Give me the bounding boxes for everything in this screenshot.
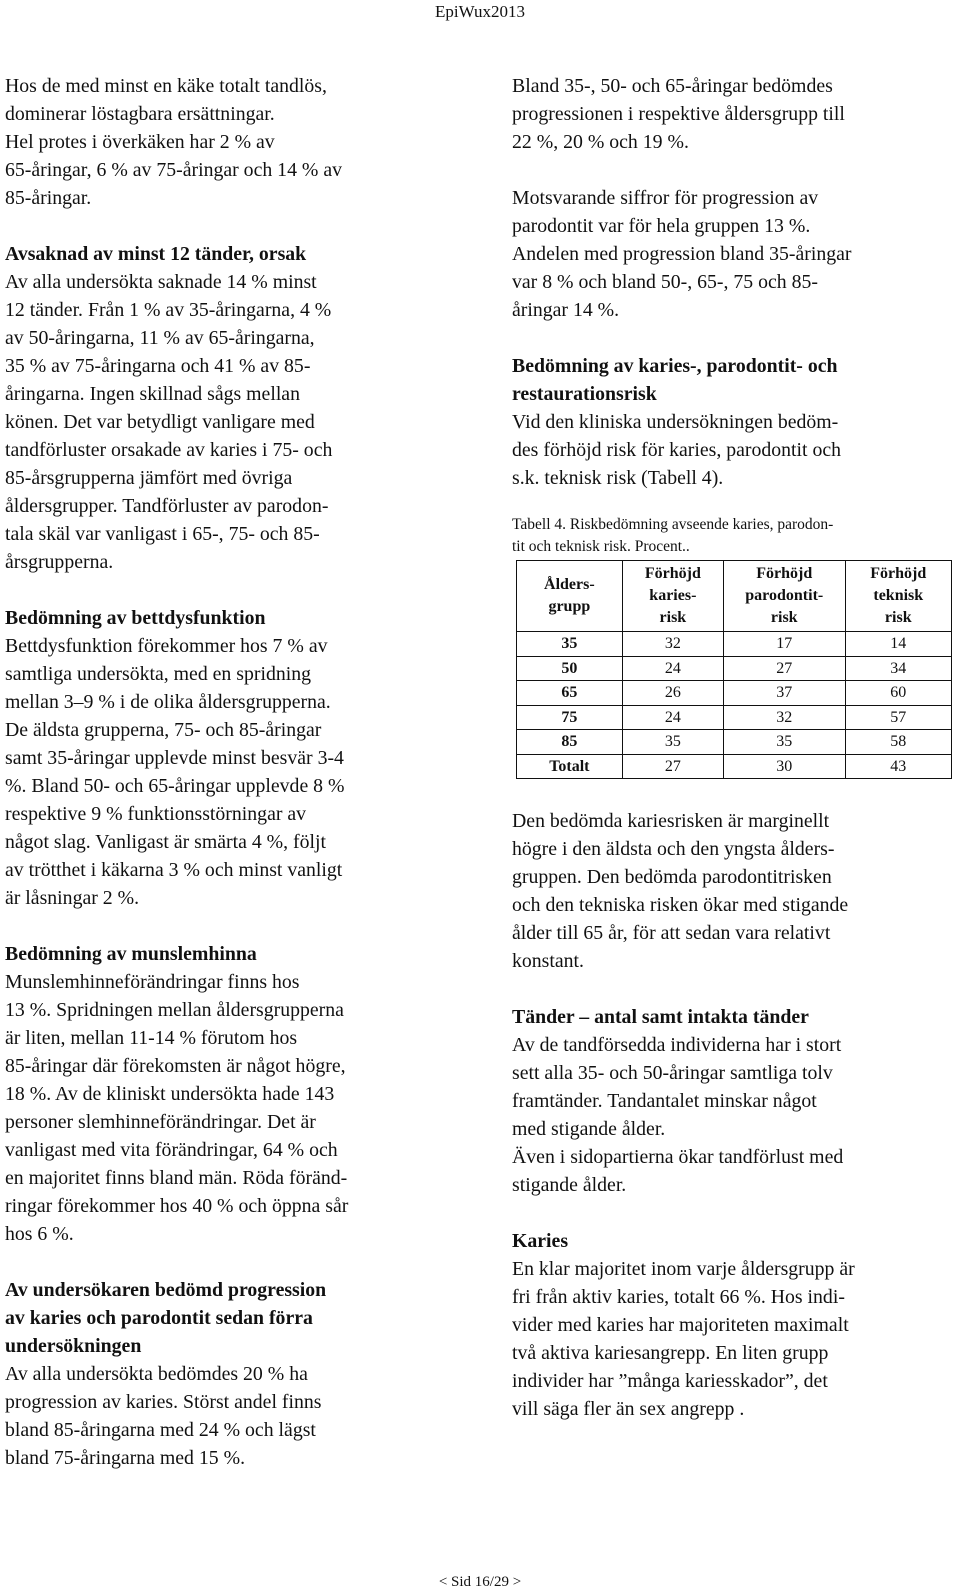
cell-value: 35 bbox=[622, 730, 723, 755]
header-age-group: Ålders- grupp bbox=[517, 561, 623, 632]
page-header: EpiWux2013 bbox=[435, 2, 525, 21]
table-row bbox=[517, 705, 952, 730]
table-caption: Tabell 4. Riskbedömning avseende karies, parodon- tit och teknisk risk. Procent.. bbox=[512, 516, 834, 555]
heading-risk-assessment: Bedömning av karies-, parodontit- och restaurationsrisk bbox=[512, 355, 838, 405]
paragraph-oral-mucosa: Munslemhinneförändringar finns hos 13 %. Spridningen mellan åldersgrupperna är liten, mellan 11-14 % förutom hos 85-åringar där förekomsten är något högre, 18 %. Av de kliniskt undersökta hade 143 personer slemhinneförändringar. Det är vanligast med vita förändringar, 64 % och en majoritet finns bland män. Röda föränd- ringar förekommer hos 40 % och öppna sår hos 6 %. bbox=[5, 971, 349, 1245]
heading-oral-mucosa: Bedömning av munslemhinna bbox=[5, 943, 257, 965]
cell-value: 27 bbox=[622, 754, 723, 779]
paragraph-progression: Av alla undersökta bedömdes 20 % ha progression av karies. Störst andel finns bland 85-åringarna med 24 % och lägst bland 75-åringarna med 15 %. bbox=[5, 1363, 322, 1469]
left-column bbox=[5, 72, 445, 1472]
cell-value: 30 bbox=[723, 754, 845, 779]
cell-age-group: 50 bbox=[517, 656, 623, 681]
header-caries-risk: Förhöjd karies- risk bbox=[622, 561, 723, 632]
cell-age-group: 35 bbox=[517, 632, 623, 657]
cell-value: 26 bbox=[622, 681, 723, 706]
heading-progression: Av undersökaren bedömd progression av karies och parodontit sedan förra undersökningen bbox=[5, 1279, 327, 1357]
cell-age-group: 65 bbox=[517, 681, 623, 706]
paragraph-risk-summary: Den bedömda kariesrisken är marginellt högre i den äldsta och den yngsta ålders- gruppen. Den bedömda parodontitrisken och den tekniska risken ökar med stigande ålder till 65 år, för att sedan vara relativt konstant. bbox=[512, 810, 849, 972]
table-row bbox=[517, 754, 952, 779]
cell-value: 60 bbox=[845, 681, 951, 706]
right-column bbox=[512, 72, 952, 1423]
cell-value: 27 bbox=[723, 656, 845, 681]
paragraph-progression-age: Bland 35-, 50- och 65-åringar bedömdes progressionen i respektive åldersgrupp till 22 %, 20 % och 19 %. bbox=[512, 75, 845, 153]
cell-value: 57 bbox=[845, 705, 951, 730]
paragraph-teeth-count: Av de tandförsedda individerna har i stort sett alla 35- och 50-åringar samtliga tolv framtänder. Tandantalet minskar något med stigande ålder. Även i sidopartierna ökar tandförlust med stigande ålder. bbox=[512, 1034, 844, 1196]
table-row bbox=[517, 656, 952, 681]
cell-value: 24 bbox=[622, 656, 723, 681]
table-row bbox=[517, 632, 952, 657]
cell-value: 37 bbox=[723, 681, 845, 706]
cell-value: 43 bbox=[845, 754, 951, 779]
table-body bbox=[517, 632, 952, 779]
paragraph-risk-assessment: Vid den kliniska undersökningen bedöm- des förhöjd risk för karies, parodontit och s.k. teknisk risk (Tabell 4). bbox=[512, 411, 842, 489]
paragraph-missing-teeth: Av alla undersökta saknade 14 % minst 12 tänder. Från 1 % av 35-åringarna, 4 % av 50-åringarna, 11 % av 65-åringarna, 35 % av 75-åringarna och 41 % av 85- åringarna. Ingen skillnad sågs mellan könen. Det var betydligt vanligare med tandförluster orsakade av karies i 75- och 85-årsgrupperna jämfört med övriga åldersgrupper. Tandförluster av parodon- tala skäl var vanligast i 65-, 75- och 85- årsgrupperna. bbox=[5, 271, 333, 573]
paragraph-bite-dysfunction: Bettdysfunktion förekommer hos 7 % av samtliga undersökta, med en spridning mellan 3–9 % i de olika åldersgrupperna. De äldsta grupperna, 75- och 85-åringar samt 35-åringar upplevde minst besvär 3-4 %. Bland 50- och 65-åringar upplevde 8 % respektive 9 % funktionsstörningar av något slag. Vanligast är smärta 4 %, följt av trötthet i käkarna 3 % och minst vanligt är låsningar 2 %. bbox=[5, 635, 345, 909]
cell-value: 24 bbox=[622, 705, 723, 730]
paragraph-periodontitis: Motsvarande siffror för progression av parodontit var för hela gruppen 13 %. Andelen med progression bland 35-åringar var 8 % och bland 50-, 65-, 75 och 85- åringar 14 %. bbox=[512, 187, 852, 321]
cell-value: 32 bbox=[723, 705, 845, 730]
cell-value: 34 bbox=[845, 656, 951, 681]
heading-caries: Karies bbox=[512, 1230, 569, 1252]
cell-value: 17 bbox=[723, 632, 845, 657]
cell-value: 35 bbox=[723, 730, 845, 755]
cell-value: 32 bbox=[622, 632, 723, 657]
header-technical-risk: Förhöjd teknisk risk bbox=[845, 561, 951, 632]
heading-teeth-count: Tänder – antal samt intakta tänder bbox=[512, 1006, 809, 1028]
cell-age-group: 85 bbox=[517, 730, 623, 755]
table-row bbox=[517, 681, 952, 706]
risk-table bbox=[516, 560, 952, 779]
page-footer: < Sid 16/29 > bbox=[438, 1574, 522, 1590]
header-periodontitis-risk: Förhöjd parodontit- risk bbox=[723, 561, 845, 632]
table-header-row bbox=[517, 561, 952, 632]
table-row bbox=[517, 730, 952, 755]
heading-missing-teeth: Avsaknad av minst 12 tänder, orsak bbox=[5, 243, 307, 265]
cell-value: 58 bbox=[845, 730, 951, 755]
cell-age-group: 75 bbox=[517, 705, 623, 730]
cell-age-group: Totalt bbox=[517, 754, 623, 779]
paragraph-partial-dentures: Hos de med minst en käke totalt tandlös, dominerar löstagbara ersättningar. Hel protes i överkäken har 2 % av 65-åringar, 6 % av 75-åringar och 14 % av 85-åringar. bbox=[5, 75, 343, 209]
paragraph-caries: En klar majoritet inom varje åldersgrupp är fri från aktiv karies, totalt 66 %. Hos indi- vider med karies har majoriteten maximalt två aktiva kariesangrepp. En liten grupp individer har ”många kariesskador”, det vill säga fler än sex angrepp . bbox=[512, 1258, 855, 1420]
heading-bite-dysfunction: Bedömning av bettdysfunktion bbox=[5, 607, 266, 629]
cell-value: 14 bbox=[845, 632, 951, 657]
